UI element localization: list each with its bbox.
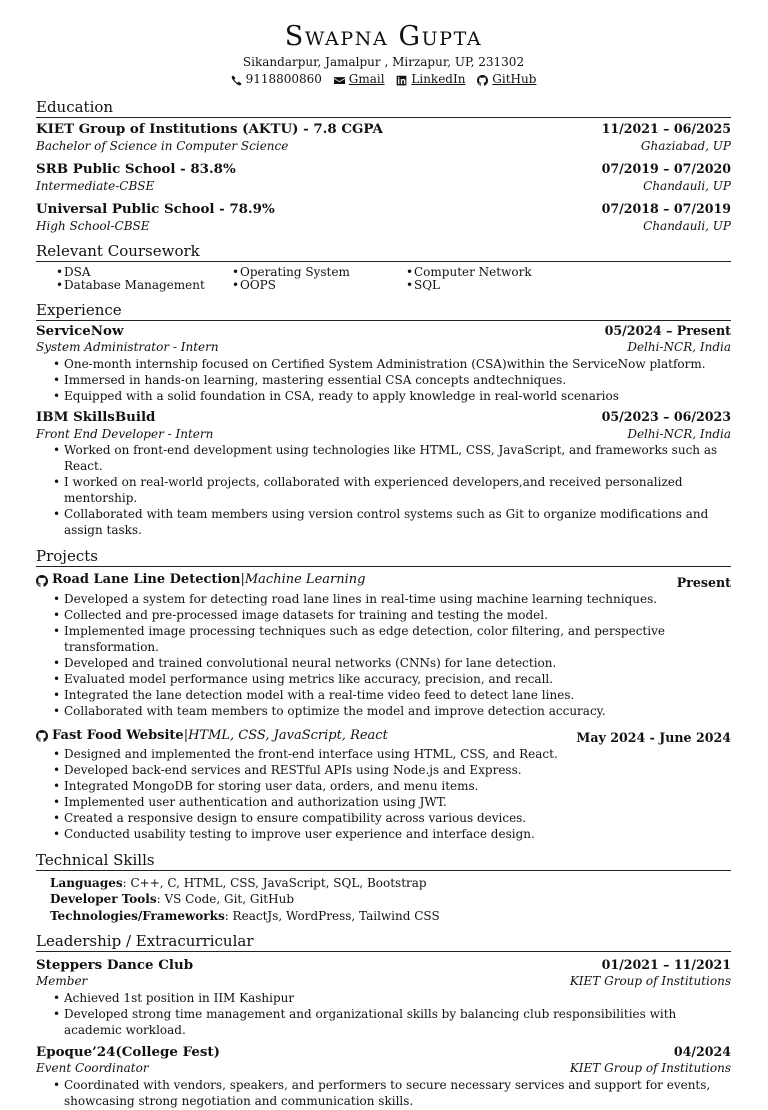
entry-subtitle-row xyxy=(36,340,731,356)
bullet-list xyxy=(36,991,731,1039)
project-entry xyxy=(36,572,731,719)
entry-location: KIET Group of Institutions xyxy=(569,974,731,989)
entry-location: Delhi-NCR, India xyxy=(627,340,731,355)
entry-role: Front End Developer - Intern xyxy=(36,426,214,441)
skill-category: Technologies/Frameworks xyxy=(50,908,225,923)
course-item: • SQL xyxy=(414,279,614,292)
project-tech-stack: HTML, CSS, JavaScript, React xyxy=(188,727,388,743)
bullet-list xyxy=(36,1078,731,1110)
bullet-list xyxy=(36,592,731,720)
candidate-name: Swapna Gupta xyxy=(284,21,483,52)
degree: Bachelor of Science in Computer Science xyxy=(36,138,289,153)
project-separator: | xyxy=(240,572,245,588)
project-title xyxy=(36,728,388,745)
entry-date: 11/2021 – 06/2025 xyxy=(601,121,731,137)
leadership-entry xyxy=(36,957,731,1039)
entry-date: 04/2024 xyxy=(673,1043,731,1059)
education-heading: Education xyxy=(36,98,731,118)
leadership-heading: Leadership / Extracurricular xyxy=(36,932,731,952)
bullet-list xyxy=(36,747,731,843)
degree: Intermediate-CBSE xyxy=(36,178,155,193)
education-entry xyxy=(36,121,731,154)
entry-subtitle-row xyxy=(36,219,731,235)
bullet-item: • Conducted usability testing to improve user experience and interface design. xyxy=(64,827,731,843)
projects-list xyxy=(36,572,731,843)
bullet-item: • Integrated the lane detection model with a real-time video feed to detect lane lines. xyxy=(64,688,731,704)
entry-header-row xyxy=(36,161,731,178)
leadership-section xyxy=(36,932,731,1110)
resume-header xyxy=(36,22,731,90)
entry-header-row xyxy=(36,409,731,426)
contact-bar xyxy=(36,72,731,90)
bullet-item: • Coordinated with vendors, speakers, and performers to secure necessary services and support for events, showcasing strong negotiation and communication skills. xyxy=(64,1078,731,1110)
entry-location: Chandauli, UP xyxy=(643,178,731,193)
entry-subtitle-row xyxy=(36,1061,731,1077)
address: Sikandarpur, Jamalpur , Mirzapur, UP, 231302 xyxy=(242,54,525,69)
bullet-item: • Collaborated with team members using version control systems such as Git to organize modifications and assign tasks. xyxy=(64,507,731,539)
github-link[interactable]: GitHub xyxy=(492,72,537,87)
education-entry xyxy=(36,201,731,234)
skill-values: : C++, C, HTML, CSS, JavaScript, SQL, Bootstrap xyxy=(122,876,427,891)
entry-date: 07/2018 – 07/2019 xyxy=(601,201,731,217)
github-contact[interactable] xyxy=(477,72,536,88)
bullet-item: • Designed and implemented the front-end interface using HTML, CSS, and React. xyxy=(64,747,731,763)
bullet-item: • Developed strong time management and organizational skills by balancing club responsibilities with academic workload. xyxy=(64,1007,731,1039)
coursework-section xyxy=(36,242,731,292)
course-item: • Operating System xyxy=(240,266,414,279)
bullet-item: • Immersed in hands-on learning, mastering essential CSA concepts andtechniques. xyxy=(64,373,731,389)
entry-header-row xyxy=(36,957,731,974)
email-contact[interactable] xyxy=(334,72,385,88)
entry-date: 07/2019 – 07/2020 xyxy=(601,161,731,177)
entry-subtitle-row xyxy=(36,139,731,155)
education-entry xyxy=(36,161,731,194)
project-title xyxy=(36,572,365,589)
email-link[interactable]: Gmail xyxy=(348,72,385,87)
project-entry xyxy=(36,728,731,844)
linkedin-contact[interactable] xyxy=(396,72,465,88)
bullet-item: • Integrated MongoDB for storing user data, orders, and menu items. xyxy=(64,779,731,795)
leadership-entry xyxy=(36,1044,731,1110)
leadership-list xyxy=(36,957,731,1110)
entry-date: Present xyxy=(676,574,731,590)
entry-header-row xyxy=(36,1044,731,1061)
resume-page xyxy=(36,22,731,1110)
entry-subtitle-row xyxy=(36,974,731,990)
github-icon[interactable] xyxy=(36,730,48,742)
bullet-item: • One-month internship focused on Certified System Administration (CSA)within the ServiceNow platform. xyxy=(64,357,731,373)
coursework-heading: Relevant Coursework xyxy=(36,242,731,262)
envelope-icon xyxy=(334,75,345,86)
bullet-item: • Achieved 1st position in IIM Kashipur xyxy=(64,991,731,1007)
bullet-item: • Implemented user authentication and authorization using JWT. xyxy=(64,795,731,811)
github-icon[interactable] xyxy=(36,575,48,587)
project-separator: | xyxy=(183,727,189,743)
education-section xyxy=(36,98,731,234)
skill-values: : VS Code, Git, GitHub xyxy=(156,892,294,907)
skill-line xyxy=(50,875,731,891)
experience-list xyxy=(36,323,731,540)
experience-entry xyxy=(36,323,731,405)
entry-role: System Administrator - Intern xyxy=(36,340,219,355)
course-item: • Computer Network xyxy=(414,266,614,279)
linkedin-link[interactable]: LinkedIn xyxy=(411,72,466,87)
skills-list xyxy=(36,875,731,924)
bullet-item: • Developed a system for detecting road lane lines in real-time using machine learning techniques. xyxy=(64,592,731,608)
coursework-list xyxy=(36,266,731,292)
institution-name: SRB Public School - 83.8% xyxy=(36,161,236,178)
skill-line xyxy=(50,908,731,924)
organization-name: Epoque’24(College Fest) xyxy=(36,1043,220,1060)
experience-heading: Experience xyxy=(36,301,731,321)
skill-category: Languages xyxy=(50,876,123,891)
entry-header-row xyxy=(36,323,731,340)
bullet-item: • I worked on real-world projects, collaborated with experienced developers,and received personalized mentorship. xyxy=(64,475,731,507)
projects-section xyxy=(36,547,731,843)
skill-line xyxy=(50,891,731,907)
entry-date: 05/2024 – Present xyxy=(604,322,731,338)
company-name: ServiceNow xyxy=(36,322,124,339)
entry-date: 05/2023 – 06/2023 xyxy=(601,409,731,425)
phone-contact xyxy=(231,72,322,88)
bullet-item: • Collaborated with team members to optimize the model and improve detection accuracy. xyxy=(64,704,731,720)
bullet-item: • Developed and trained convolutional neural networks (CNNs) for lane detection. xyxy=(64,656,731,672)
bullet-item: • Collected and pre-processed image datasets for training and testing the model. xyxy=(64,608,731,624)
entry-location: KIET Group of Institutions xyxy=(569,1061,731,1075)
entry-date: 01/2021 – 11/2021 xyxy=(601,956,731,972)
entry-location: Delhi-NCR, India xyxy=(627,426,731,441)
entry-date: May 2024 - June 2024 xyxy=(576,730,731,746)
skills-section xyxy=(36,851,731,924)
skills-heading: Technical Skills xyxy=(36,851,731,871)
course-item: • OOPS xyxy=(240,279,414,292)
entry-location: Chandauli, UP xyxy=(643,218,731,233)
phone-icon xyxy=(231,75,242,86)
institution-name: KIET Group of Institutions (AKTU) - 7.8 CGPA xyxy=(36,121,383,138)
course-item: • Database Management xyxy=(64,279,240,292)
projects-heading: Projects xyxy=(36,547,731,567)
project-name: Fast Food Website xyxy=(52,727,184,743)
linkedin-icon xyxy=(396,75,407,86)
course-item: • DSA xyxy=(64,266,240,279)
skill-category: Developer Tools xyxy=(50,892,157,907)
github-icon xyxy=(477,75,488,86)
entry-header-row xyxy=(36,728,731,747)
company-name: IBM SkillsBuild xyxy=(36,409,156,426)
phone-number: 9118800860 xyxy=(245,72,322,87)
education-list xyxy=(36,121,731,234)
organization-name: Steppers Dance Club xyxy=(36,956,194,973)
experience-entry xyxy=(36,409,731,539)
experience-section xyxy=(36,301,731,540)
entry-subtitle-row xyxy=(36,179,731,195)
bullet-list xyxy=(36,357,731,405)
bullet-item: • Evaluated model performance using metrics like accuracy, precision, and recall. xyxy=(64,672,731,688)
bullet-item: • Developed back-end services and RESTful APIs using Node.js and Express. xyxy=(64,763,731,779)
bullet-item: • Worked on front-end development using technologies like HTML, CSS, JavaScript, and frameworks such as React. xyxy=(64,443,731,475)
bullet-item: • Created a responsive design to ensure compatibility across various devices. xyxy=(64,811,731,827)
entry-role: Member xyxy=(36,974,88,989)
project-tech-stack: Machine Learning xyxy=(244,572,366,588)
bullet-item: • Equipped with a solid foundation in CSA, ready to apply knowledge in real-world scenarios xyxy=(64,389,731,405)
entry-subtitle-row xyxy=(36,427,731,443)
degree: High School-CBSE xyxy=(36,218,150,233)
bullet-list xyxy=(36,443,731,539)
entry-role: Event Coordinator xyxy=(36,1061,149,1075)
skill-values: : ReactJs, WordPress, Tailwind CSS xyxy=(224,908,440,923)
bullet-item: • Implemented image processing techniques such as edge detection, color filtering, and perspective transformation. xyxy=(64,624,731,656)
entry-header-row xyxy=(36,201,731,218)
project-name: Road Lane Line Detection xyxy=(52,572,241,588)
entry-location: Ghaziabad, UP xyxy=(640,138,731,153)
entry-header-row xyxy=(36,572,731,591)
entry-header-row xyxy=(36,121,731,138)
institution-name: Universal Public School - 78.9% xyxy=(36,201,275,218)
